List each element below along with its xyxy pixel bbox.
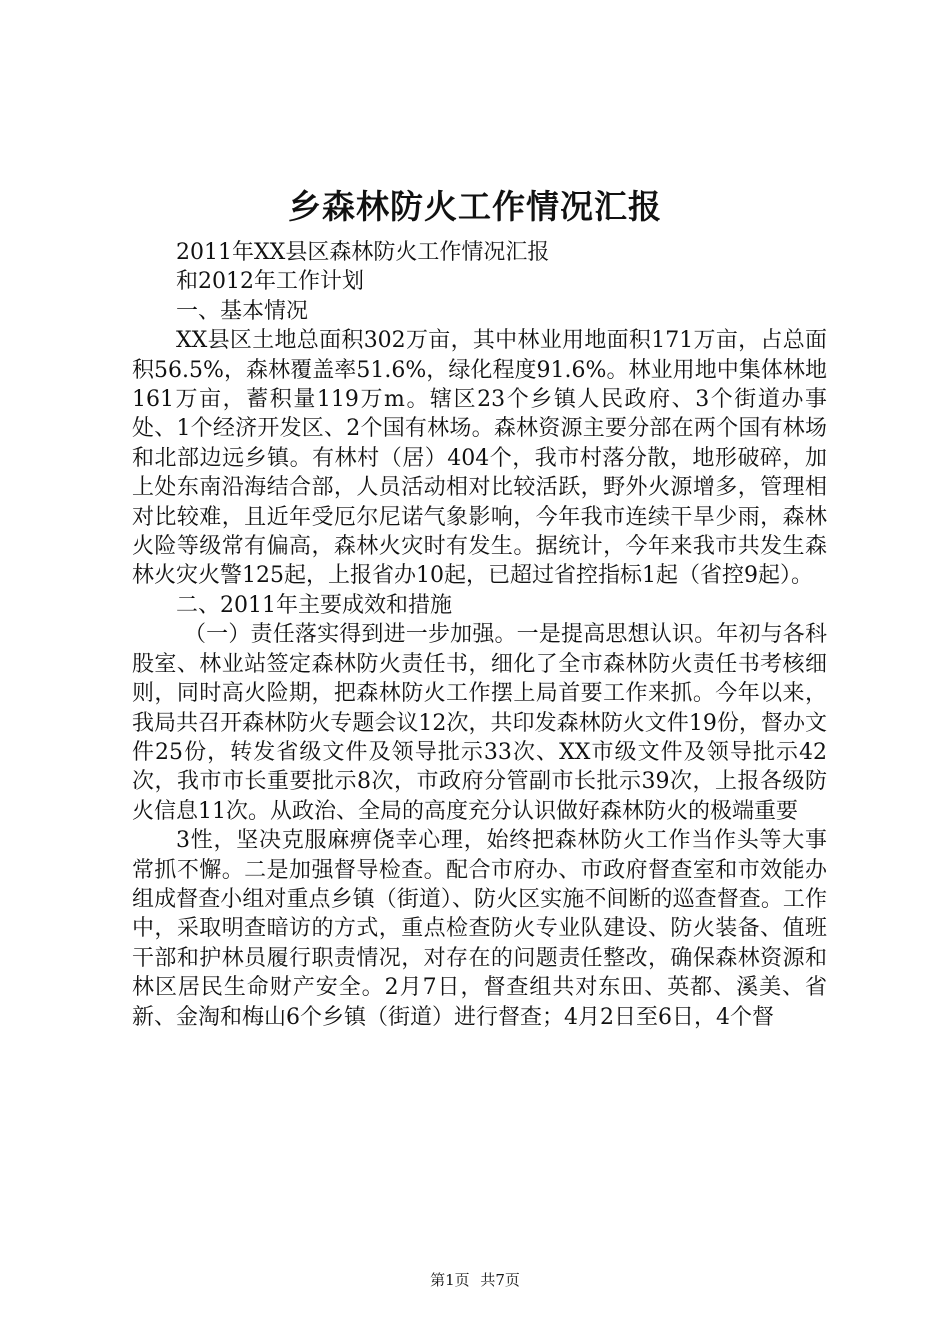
paragraph-basic-situation: XX县区土地总面积302万亩，其中林业用地面积171万亩，占总面积56.5%，森林覆盖率51.6%，绿化程度91.6%。林业用地中集体林地161万亩，蓄积量119万m。辖区23个乡镇人民政府、3个街道办事处、1个经济开发区、2个国有林场。森林资源主要分部在两个国有林场和北部边远乡镇。有林村（居）404个，我市村落分散，地形破碎，加上处东南沿海结合部，人员活动相对比较活跃，野外火源增多，管理相对比较难，且近年受厄尔尼诺气象影响，今年我市连续干旱少雨，森林火险等级常有偏高，森林火灾时有发生。据统计，今年来我市共发生森林火灾火警125起，上报省办10起，已超过省控指标1起（省控9起）。 — [132, 328, 827, 589]
page-number: 第1页 — [430, 1271, 470, 1289]
section-heading-basic: 一、基本情况 — [176, 298, 309, 324]
paragraph-inspection: 3性，坚决克服麻痹侥幸心理，始终把森林防火工作当作头等大事常抓不懈。二是加强督导检查。配合市府办、市政府督查室和市效能办组成督查小组对重点乡镇（街道）、防火区实施不间断的巡查督查。工作中，采取明查暗访的方式，重点检查防火专业队建设、防火装备、值班干部和护林员履行职责情况，对存在的问题责任整改，确保森林资源和林区居民生命财产安全。2月7日，督查组共对东田、英都、溪美、省新、金淘和梅山6个乡镇（街道）进行督查；4月2日至6日，4个督 — [132, 828, 827, 1030]
document-body — [132, 238, 827, 1032]
section-heading-achievements: 二、2011年主要成效和措施 — [176, 592, 452, 618]
subtitle-line-2: 和2012年工作计划 — [176, 269, 364, 295]
page-footer — [0, 1270, 950, 1290]
document-title: 乡森林防火工作情况汇报 — [288, 187, 662, 226]
paragraph-responsibility: （一）责任落实得到进一步加强。一是提高思想认识。年初与各科股室、林业站签定森林防火责任书，细化了全市森林防火责任书考核细则，同时高火险期，把森林防火工作摆上局首要工作来抓。今年以来，我局共召开森林防火专题会议12次，共印发森林防火文件19份，督办文件25份，转发省级文件及领导批示33次、XX市级文件及领导批示42次，我市市长重要批示8次，市政府分管副市长批示39次，上报各级防火信息11次。从政治、全局的高度充分认识做好森林防火的极端重要 — [132, 622, 827, 824]
subtitle-line-1: 2011年XX县区森林防火工作情况汇报 — [176, 240, 550, 265]
page-total: 共7页 — [480, 1271, 520, 1289]
